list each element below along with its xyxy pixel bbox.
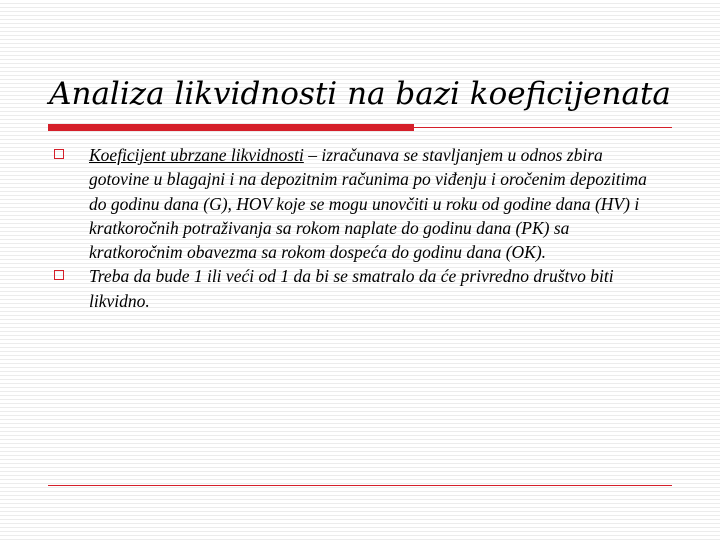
title-divider-thick (48, 124, 414, 131)
bullet-term: Koeficijent ubrzane likvidnosti (89, 145, 304, 165)
bullet-list (52, 143, 667, 313)
bullet-item-threshold (52, 264, 667, 313)
footer-divider (48, 485, 672, 486)
bullet-text: – izračunava se stavljanjem u odnos zbira gotovine u blagajni i na depozitnim računima po viđenju i oročenim depozitima do godinu dana (G), HOV koje se mogu unovčiti u roku od godine dana (HV) i kratkoročnih potraživanja sa rokom naplate do godinu dana (PK) sa kratkoročnim obavezma sa rokom dospeća do godinu dana (OK). (89, 145, 647, 263)
bullet-text: Treba da bude 1 ili veći od 1 da bi se smatralo da će privredno društvo biti likvidno. (89, 266, 614, 311)
slide-title: Analiza likvidnosti na bazi koeficijenata (49, 76, 671, 112)
bullet-item-quick-ratio (52, 143, 667, 264)
title-divider (48, 124, 672, 132)
hollow-square-bullet-icon (54, 149, 64, 159)
title-divider-thin (414, 127, 672, 128)
hollow-square-bullet-icon (54, 270, 64, 280)
